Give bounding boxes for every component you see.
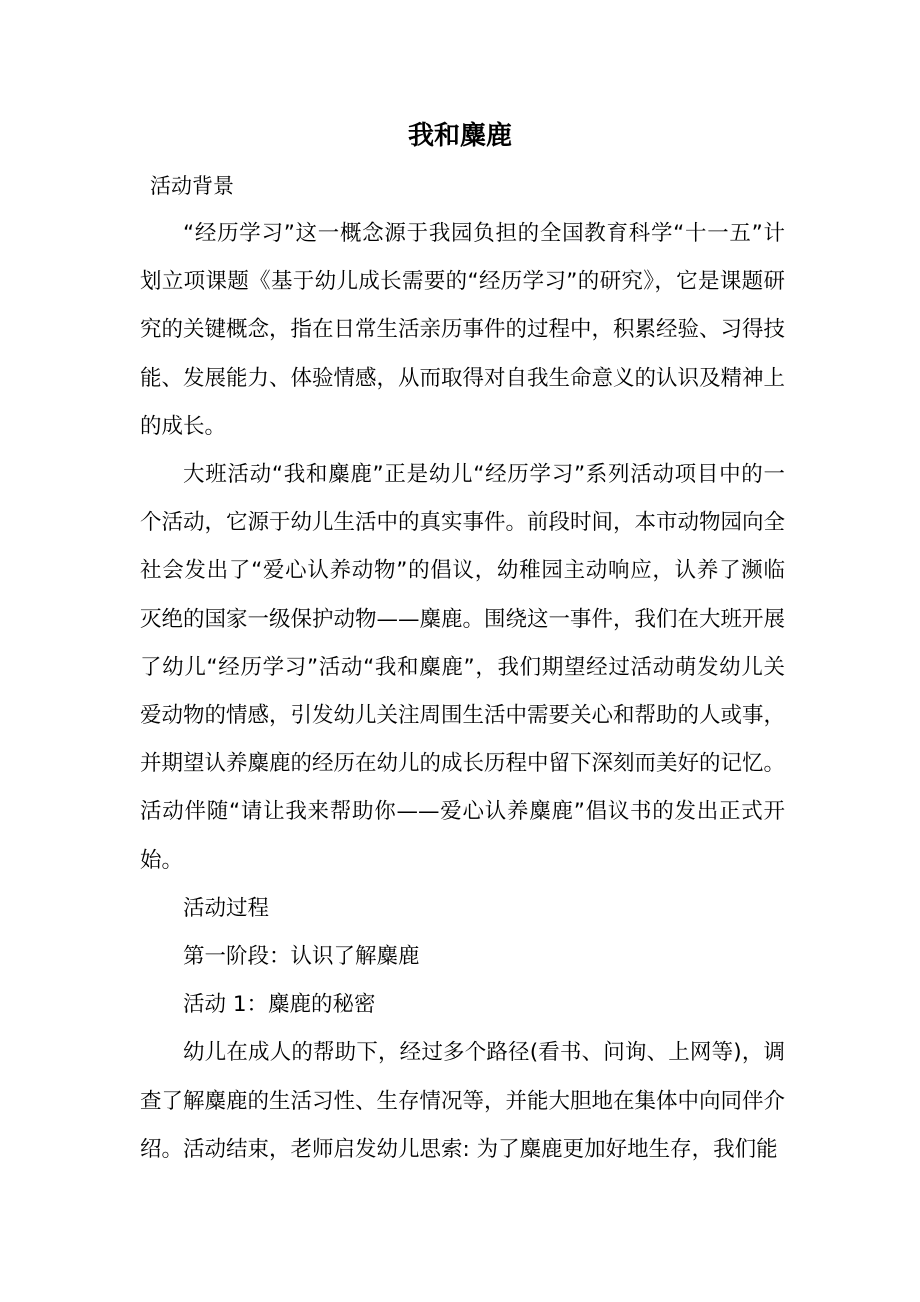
paragraph-concept: “经历学习”这一概念源于我园负担的全国教育科学“十一五”计划立项课题《基于幼儿成长需要的“经历学习”的研究》，它是课题研究的关键概念，指在日常生活亲历事件的过程中，积累经验、习得技能、发展能力、体验情感，从而取得对自我生命意义的认识及精神上的成长。 [140, 221, 786, 439]
section-heading-background: 活动背景 [150, 174, 234, 198]
paragraph-activity-intro: 大班活动“我和麋鹿”正是幼儿“经历学习”系列活动项目中的一个活动，它源于幼儿生活中的真实事件。前段时间，本市动物园向全社会发出了“爱心认养动物”的倡议，幼稚园主动响应，认养了濒临灭绝的国家一级保护动物——麋鹿。围绕这一事件，我们在大班开展了幼儿“经历学习”活动“我和麋鹿”，我们期望经过活动萌发幼儿关爱动物的情感，引发幼儿关注周围生活中需要关心和帮助的人或事，并期望认养麋鹿的经历在幼儿的成长历程中留下深刻而美好的记忆。活动伴随“请让我来帮助你——爱心认养麋鹿”倡议书的发出正式开始。 [140, 462, 786, 873]
stage-one-heading: 第一阶段：认识了解麋鹿 [183, 944, 420, 970]
document-body [140, 210, 785, 1174]
section-heading-process: 活动过程 [183, 895, 270, 921]
activity-one-heading: 活动 1：麋鹿的秘密 [183, 992, 376, 1018]
paragraph-activity-one: 幼儿在成人的帮助下，经过多个路径(看书、问询、上网等)，调查了解麋鹿的生活习性、生存情况等，并能大胆地在集体中向同伴介绍。活动结束，老师启发幼儿思索: 为了麋鹿更加好地生存，我们能 [140, 1040, 786, 1162]
document-title: 我和麋鹿 [407, 121, 512, 151]
